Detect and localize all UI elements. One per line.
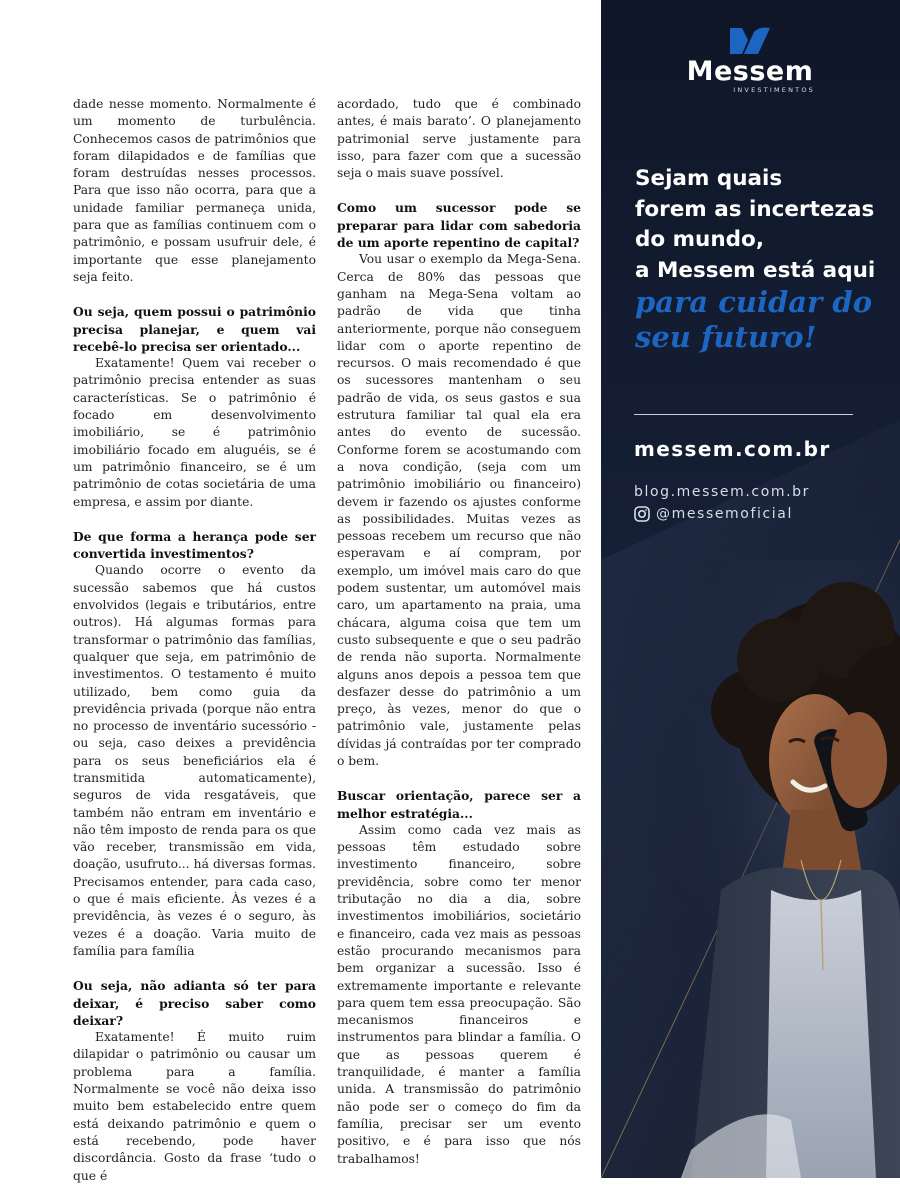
divider <box>634 414 853 415</box>
headline-line: a Messem está aqui <box>635 257 876 283</box>
paragraph-gap <box>73 286 316 303</box>
woman-on-phone-photo <box>601 560 900 1178</box>
logo-wordmark: Messem <box>686 56 814 87</box>
headline-line: do mundo, <box>635 227 764 252</box>
article-column-left <box>73 96 316 1185</box>
tagline-line: para cuidar do <box>635 285 873 319</box>
paragraph-gap <box>73 511 316 528</box>
interview-question: Ou seja, quem possui o patrimônio precisa planejar, e quem vai recebê-lo precisa ser orientado... <box>73 304 316 354</box>
website-link[interactable]: messem.com.br <box>634 437 831 461</box>
messem-logo <box>685 26 815 96</box>
instagram-label: @messemoficial <box>656 506 793 522</box>
headline-line: forem as incertezas <box>635 196 875 222</box>
logo-mark-icon <box>728 26 772 56</box>
paragraph-gap <box>337 182 581 199</box>
messem-advertisement <box>601 0 900 1178</box>
blog-link[interactable]: blog.messem.com.br <box>634 484 811 500</box>
ad-headline <box>635 164 897 286</box>
paragraph-gap <box>73 960 316 977</box>
headline-line: Sejam quais <box>635 166 783 191</box>
instagram-icon <box>634 506 650 522</box>
instagram-handle[interactable] <box>634 506 793 526</box>
interview-answer: Assim como cada vez mais as pessoas têm estudado sobre investimento financeiro, sobre previdência, sobre como ter menor tributação no dia a dia, sobre investimentos imobiliários, societário e financeiro, cada vez mais as pessoas estão procurando mecanismos para bem organizar a sucessão. Isso é extremamente importante e relevante para quem tem essa preocupação. São mecanismos financeiros e instrumentos para blindar a família. O que as pessoas querem é tranquilidade, é manter a família unida. A transmissão do patrimônio não pode ser o começo do fim da família, precisar ser um evento positivo, e é para isso que nós trabalhamos! <box>337 822 581 1166</box>
interview-answer: acordado, tudo que é combinado antes, é mais barato’. O planejamento patrimonial serve justamente para isso, para fazer com que a sucessão seja o mais suave possível. <box>337 97 581 181</box>
interview-answer: Vou usar o exemplo da Mega-Sena. Cerca de 80% das pessoas que ganham na Mega-Sena voltam ao padrão de vida que tinha anteriormente, porque não conseguem lidar com o aporte repentino de recursos. O mais recomendado é que os sucessores mantenham o seu padrão de vida, os seus gastos e sua estrutura familiar tal qual ela era antes do evento de sucessão. Conforme forem se acostumando com a nova condição, (seja com um patrimônio imobiliário ou financeiro) devem ir fazendo os ajustes conforme as possibilidades. Muitas vezes as pessoas recebem um recurso que não esperavam e aí compram, por exemplo, um imóvel mais caro do que podem sustentar, um automóvel mais caro, um apartamento na praia, uma chácara, alguma coisa que tem um custo subsequente e que o seu padrão de renda não suporta. Normalmente alguns anos depois a pessoa tem que desfazer desse do patrimônio a um preço, às vezes, menor do que o patrimônio vale, justamente pelas dívidas já contraídas por ter comprado o bem. <box>337 252 581 768</box>
interview-question: Ou seja, não adianta só ter para deixar, é preciso saber como deixar? <box>73 978 316 1028</box>
interview-answer: Quando ocorre o evento da sucessão sabemos que há custos envolvidos (legais e tributários, entre outros). Há algumas formas para transformar o patrimônio das famílias, qualquer que seja, em patrimônio de investimentos. O testamento é muito utilizado, bem como guia da previdência privada (porque não entra no processo de inventário sucessório - ou seja, caso deixes a previdência para os seus beneficiários ela é transmitida automaticamente), seguros de vida resgatáveis, que também não entram em inventário e não têm imposto de renda para os que vão receber, transmissão em vida, doação, usufruto... há diversas formas. Precisamos entender, para cada caso, o que é mais eficiente. Às vezes é a previdência, às vezes é o seguro, às vezes é a doação. Varia muito de família para família <box>73 563 316 958</box>
interview-answer: Exatamente! É muito ruim dilapidar o patrimônio ou causar um problema para a família. Normalmente se você não deixa isso muito bem estabelecido entre quem está deixando patrimônio e quem o está recebendo, pode haver discordância. Gosto da frase ‘tudo o que é <box>73 1030 316 1183</box>
interview-question: De que forma a herança pode ser convertida investimentos? <box>73 528 316 562</box>
paragraph-gap <box>337 770 581 787</box>
interview-answer: dade nesse momento. Normalmente é um momento de turbulência. Conhecemos casos de patrimônios que foram dilapidados e de famílias que foram destruídas nesses processos. Para que isso não ocorra, para que a unidade familiar permaneça unida, para que as famílias continuem com o patrimônio, e possam usufruir dele, é importante que esse planejamento seja feito. <box>73 97 316 284</box>
logo-subtitle: INVESTIMENTOS <box>733 86 815 94</box>
tagline-line: seu futuro! <box>635 320 817 354</box>
article-column-middle <box>337 96 581 1168</box>
interview-question: Buscar orientação, parece ser a melhor estratégia... <box>337 788 581 821</box>
interview-answer: Exatamente! Quem vai receber o patrimônio precisa entender as suas características. Se o patrimônio é focado em desenvolvimento imobiliário, se é patrimônio imobiliário focado em aluguéis, se é um patrimônio financeiro, se é um patrimônio de cotas societária de uma empresa, e assim por diante. <box>73 356 316 509</box>
ad-tagline <box>635 285 897 355</box>
interview-question: Como um sucessor pode se preparar para lidar com sabedoria de um aporte repentino de capital? <box>337 200 581 251</box>
